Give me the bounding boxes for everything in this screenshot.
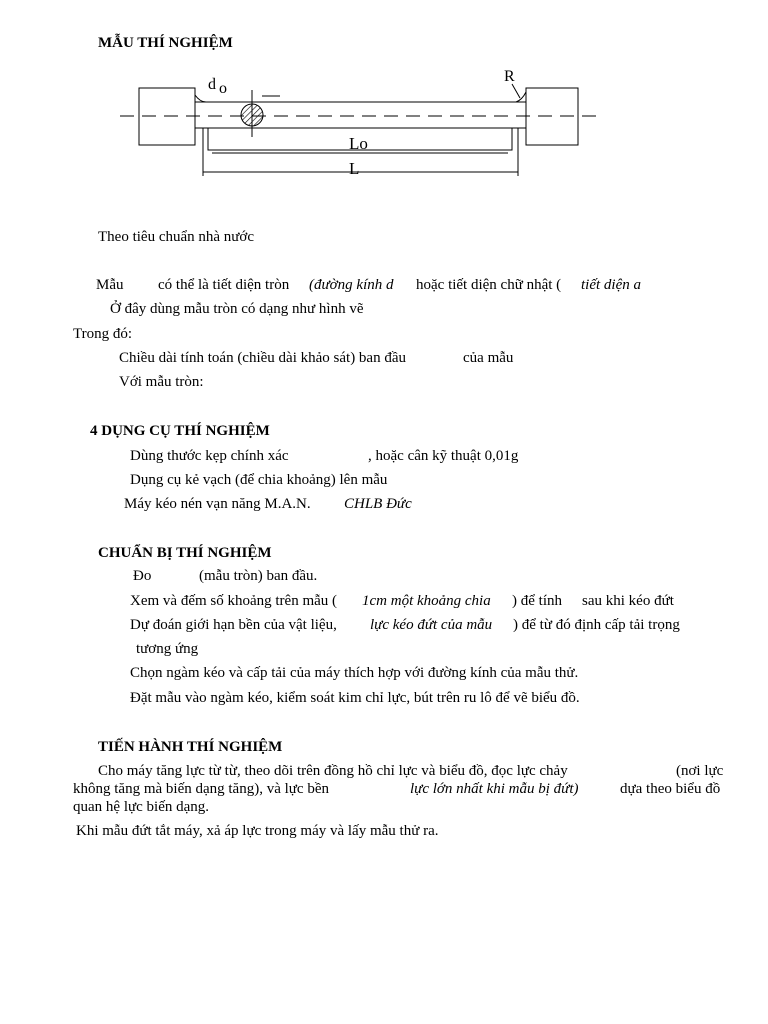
prep-count-mid: ) để tính (512, 593, 562, 609)
prep-predict: Dự đoán giới hạn bền của vật liệu, (130, 617, 337, 633)
tool-caliper-suffix: , hoặc cân kỹ thuật 0,01g (368, 448, 519, 464)
length-desc-suffix: của mẫu (463, 350, 514, 366)
proc-line3: quan hệ lực biến dạng. (73, 799, 210, 815)
prep-mount: Đặt mẫu vào ngàm kéo, kiểm soát kim chỉ lực, bút trên ru lô để vẽ biểu đồ. (130, 690, 580, 706)
proc-line2: không tăng mà biến dạng tăng), và lực bền (73, 781, 329, 797)
sample-diameter: (đường kính d (309, 277, 394, 293)
proc-line4: Khi mẫu đứt tắt máy, xả áp lực trong máy và lấy mẫu thử ra. (76, 823, 439, 839)
sample-rect-section: tiết diện a (581, 277, 641, 293)
tool-machine: Máy kéo nén vạn năng M.A.N. (124, 496, 311, 512)
sample-label: Mẫu (96, 277, 124, 293)
prep-predict-italic: lực kéo đứt của mẫu (370, 617, 493, 633)
prep-measure: Đo (133, 568, 152, 584)
standard-text: Theo tiêu chuẩn nhà nước (98, 229, 255, 245)
tool-machine-origin: CHLB Đức (344, 496, 412, 512)
prep-count-suffix: sau khi kéo đứt (582, 593, 674, 609)
length-desc: Chiều dài tính toán (chiều dài khảo sát) ban đầu (119, 350, 406, 366)
proc-heading: TIẾN HÀNH THÍ NGHIỆM (98, 739, 283, 755)
prep-count-italic: 1cm một khoảng chia (362, 593, 491, 609)
sample-desc: có thể là tiết diện tròn (158, 277, 290, 293)
label-l: L (349, 159, 360, 178)
specimen-diagram (0, 0, 768, 200)
proc-line2-b: dựa theo biểu đồ (620, 781, 721, 797)
tools-heading: 4 DỤNG CỤ THÍ NGHIỆM (90, 423, 270, 439)
proc-line2-italic: lực lớn nhất khi mẫu bị đứt) (410, 781, 579, 797)
prep-count: Xem và đếm số khoảng trên mẫu ( (130, 593, 338, 609)
label-lo: Lo (349, 134, 368, 153)
r-leader (512, 84, 520, 98)
sample-rect: hoặc tiết diện chữ nhật ( (416, 277, 562, 293)
proc-line1: Cho máy tăng lực từ từ, theo dõi trên đồng hồ chỉ lực và biểu đồ, đọc lực chảy (98, 763, 568, 779)
label-o: o (219, 80, 227, 97)
fillet-left (195, 95, 206, 102)
where-label: Trong đó: (73, 326, 133, 342)
round-sample-label: Với mẫu tròn: (119, 374, 204, 390)
prep-measure-suffix: (mẫu tròn) ban đầu. (199, 568, 318, 584)
prep-predict-cont: tương ứng (136, 641, 199, 657)
section-title: MẪU THÍ NGHIỆM (98, 35, 233, 51)
prep-predict-suffix: ) để từ đó định cấp tải trọng (513, 617, 680, 633)
round-note: Ở đây dùng mẫu tròn có dạng như hình vẽ (110, 301, 364, 317)
tool-caliper: Dùng thước kẹp chính xác (130, 448, 289, 464)
tool-marker: Dụng cụ kẻ vạch (để chia khoảng) lên mẫu (130, 472, 388, 488)
prep-heading: CHUẨN BỊ THÍ NGHIỆM (98, 545, 272, 561)
proc-line1-b: (nơi lực (676, 763, 724, 779)
label-d: d (208, 76, 216, 93)
label-r: R (504, 68, 515, 85)
prep-grip: Chọn ngàm kéo và cấp tải của máy thích hợp với đường kính của mẫu thử. (130, 665, 579, 681)
